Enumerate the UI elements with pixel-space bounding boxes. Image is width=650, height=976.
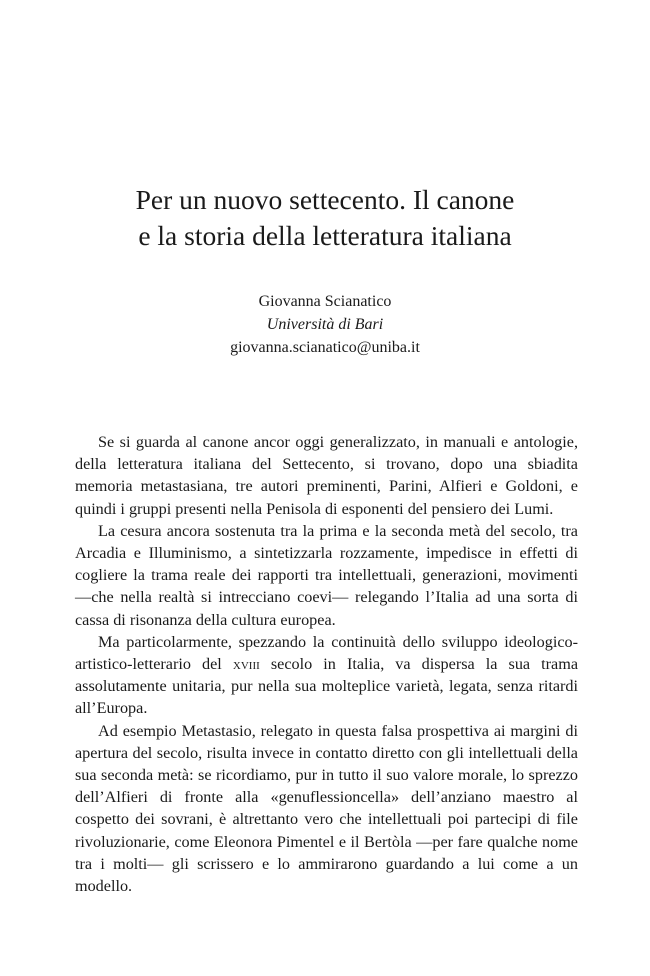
paragraph-1: Se si guarda al canone ancor oggi generalizzato, in manuali e antologie, della letteratura italiana del Settecento, si trovano, dopo una sbiadita memoria metastasiana, tre autori preminenti, Parini, Alfieri e Goldoni, e quindi i gruppi presenti nella Penisola di esponenti del pensiero dei Lumi. (75, 433, 578, 518)
author-affiliation: Università di Bari (266, 316, 384, 333)
century-roman-numeral: xviii (232, 655, 260, 674)
paragraph-4: Ad esempio Metastasio, relegato in questa falsa prospettiva ai margini di apertura del secolo, risulta invece in contatto diretto con gli intellettuali della sua seconda metà: se ricordiamo, pur in tutto il suo valore morale, lo sprezzo dell’Alfieri di fronte alla «genuflessioncella» dell’anziano maestro al cospetto dei sovrani, è altrettanto vero che intellettuali poi partecipi di file rivoluzionarie, come Eleonora Pimentel e il Bertòla —per fare qualche nome tra i molti— gli scrissero e lo ammirarono guardando a lui come a un modello. (75, 721, 578, 896)
paragraph-3-text-after: secolo in Italia, va dispersa la sua trama assolutamente unitaria, pur nella sua molteplice varietà, legata, senza ritardi all’Europa. (75, 655, 579, 718)
article-body (75, 431, 578, 897)
paragraph-3-text-before: Ma particolarmente, spezzando la continuità dello sviluppo ideologico-artistico-letterario del (75, 632, 578, 674)
paragraph-2: La cesura ancora sostenuta tra la prima e la seconda metà del secolo, tra Arcadia e Illuminismo, a sintetizzarla rozzamente, impedisce in effetti di cogliere la trama reale dei rapporti tra intellettuali, generazioni, movimenti —che nella realtà si intrecciano coevi— relegando l’Italia ad una sorta di cassa di risonanza della cultura europea. (75, 521, 578, 629)
title-line-2: e la storia della letteratura italiana (138, 220, 512, 251)
title-line-1: Per un nuovo settecento. Il canone (135, 184, 515, 215)
author-block (60, 290, 590, 359)
author-email: giovanna.scianatico@uniba.it (230, 339, 420, 356)
article-title (60, 182, 590, 254)
paragraph-3 (75, 631, 578, 720)
author-name: Giovanna Scianatico (258, 293, 392, 310)
